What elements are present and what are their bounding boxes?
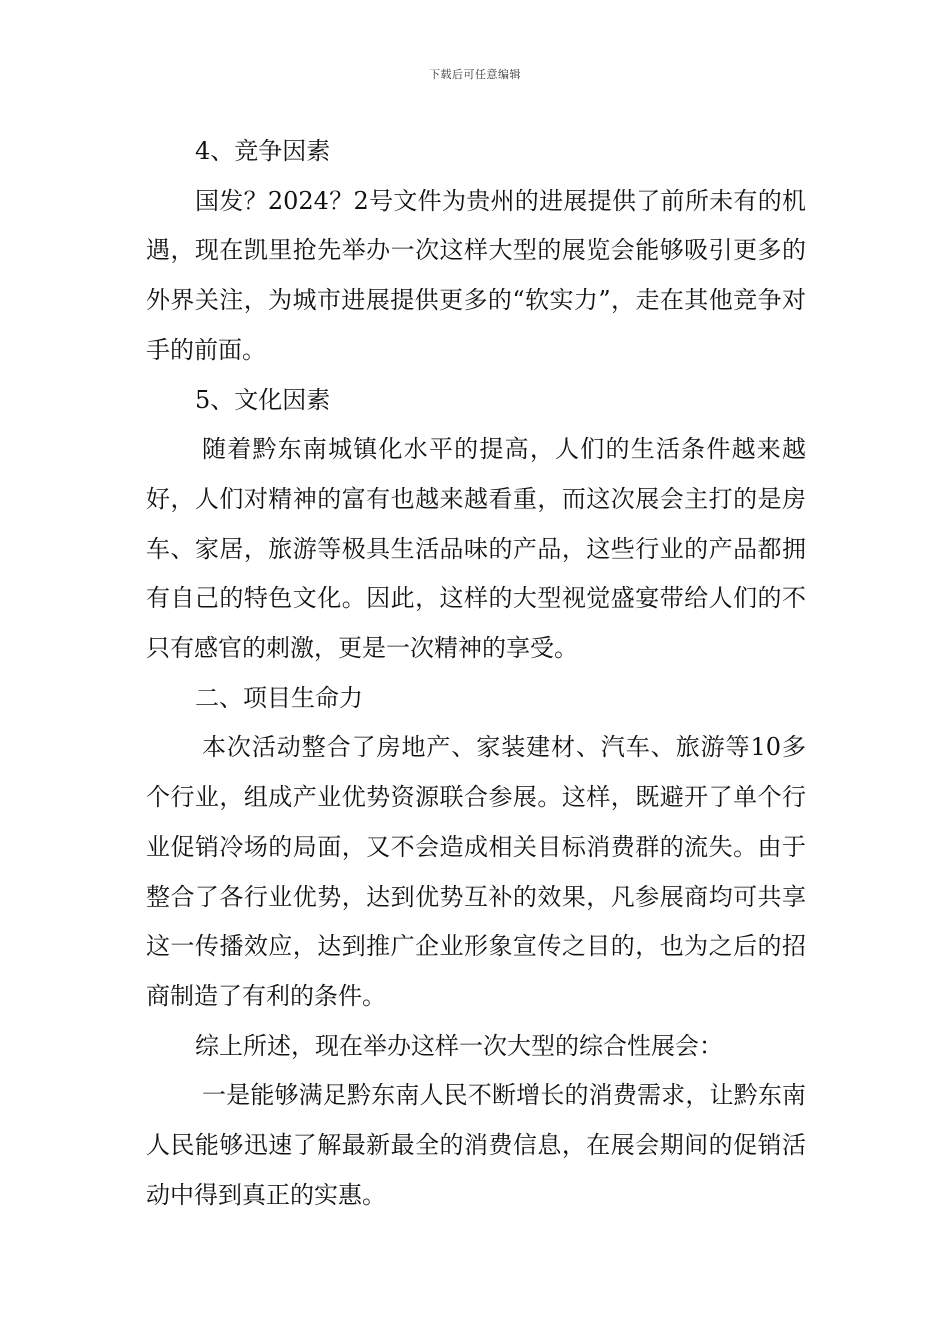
section-heading-competition: 4、竞争因素 xyxy=(195,137,331,165)
paragraph-summary: 综上所述，现在举办这样一次大型的综合性展会： xyxy=(195,1031,723,1060)
page-header-note: 下载后可任意编辑 xyxy=(429,68,521,81)
paragraph-project-vitality: 本次活动整合了房地产、家装建材、汽车、旅游等10多个行业，组成产业优势资源联合参展。这样，既避开了单个行业促销冷场的局面，又不会造成相关目标消费群的流失。由于整合了各行业优势，达到优势互补的效果，凡参展商均可共享这一传播效应，达到推广企业形象宣传之目的，也为之后的招商制造了有利的条件。 xyxy=(146,733,806,1010)
document-body xyxy=(146,127,806,1220)
paragraph-point-one: 一是能够满足黔东南人民不断增长的消费需求，让黔东南人民能够迅速了解最新最全的消费信息，在展会期间的促销活动中得到真正的实惠。 xyxy=(146,1081,806,1209)
section-heading-project-vitality: 二、项目生命力 xyxy=(195,683,363,712)
paragraph-culture: 随着黔东南城镇化水平的提高，人们的生活条件越来越好，人们对精神的富有也越来越看重，而这次展会主打的是房车、家居，旅游等极具生活品味的产品，这些行业的产品都拥有自己的特色文化。因此，这样的大型视觉盛宴带给人们的不只有感官的刺激，更是一次精神的享受。 xyxy=(146,435,806,663)
paragraph-competition: 国发？2024？2号文件为贵州的进展提供了前所未有的机遇，现在凯里抢先举办一次这样大型的展览会能够吸引更多的外界关注，为城市进展提供更多的“软实力”，走在其他竞争对手的前面。 xyxy=(146,186,806,364)
section-heading-culture: 5、文化因素 xyxy=(195,385,331,414)
